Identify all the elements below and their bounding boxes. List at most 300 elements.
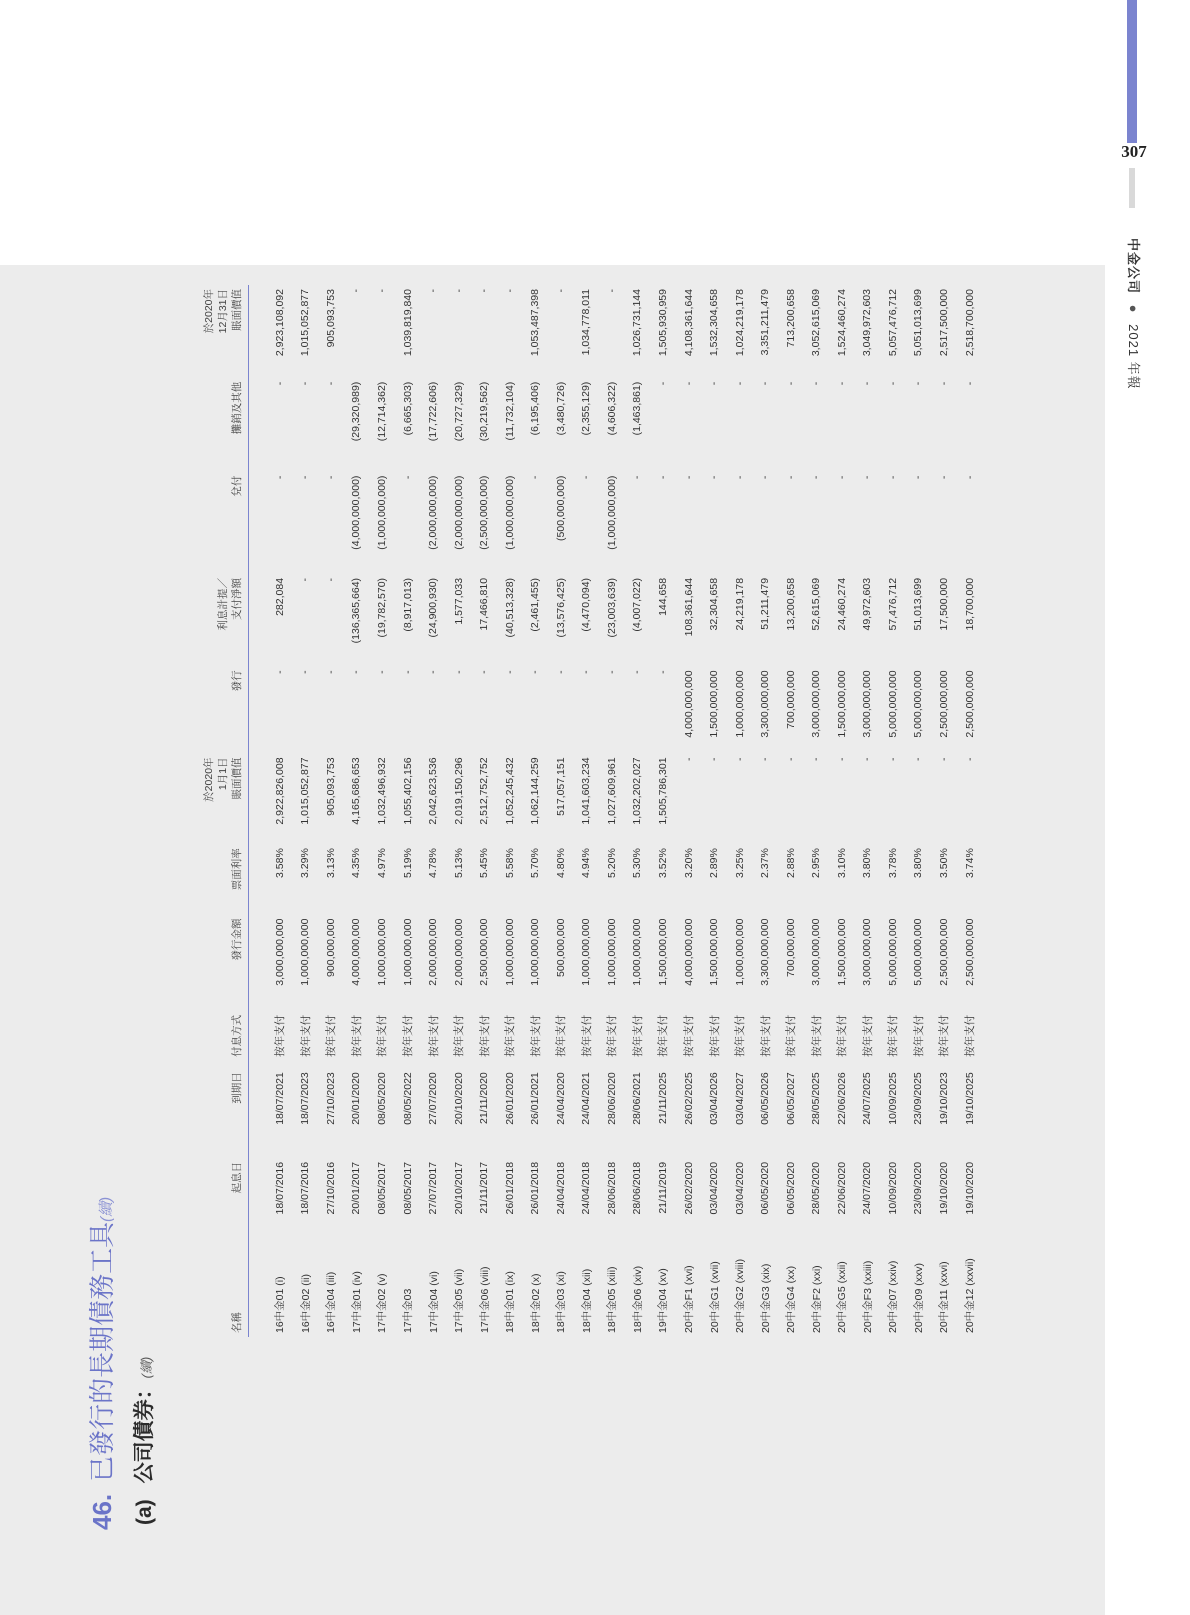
cell-amortisation: (3,480,726) — [554, 381, 567, 436]
table-row — [522, 285, 548, 1337]
table-row — [446, 285, 472, 1337]
header-interest-line2: 支付淨額 — [231, 577, 243, 620]
cell-interest: 17,500,000 — [937, 577, 950, 631]
cell-interest: - — [324, 577, 337, 582]
header-closing-line2: 12月31日 — [217, 289, 229, 334]
cell-start-date: 24/04/2018 — [554, 1161, 567, 1215]
cell-opening-balance: 4,165,686,653 — [350, 757, 363, 825]
cell-start-date: 21/11/2017 — [478, 1161, 491, 1214]
cell-start-date: 20/01/2017 — [350, 1161, 363, 1215]
cell-maturity: 18/07/2021 — [273, 1072, 286, 1125]
cell-coupon: 5.19% — [401, 848, 414, 878]
cell-repaid: - — [401, 475, 414, 480]
cell-issue-amount: 1,500,000,000 — [708, 918, 721, 986]
cell-payment: 按年支付 — [631, 1014, 644, 1057]
cell-opening-balance: - — [810, 757, 823, 761]
cell-amortisation: - — [273, 381, 286, 386]
cell-closing-balance: 2,517,500,000 — [937, 289, 950, 357]
cell-issue-amount: 2,500,000,000 — [478, 918, 491, 986]
cell-repaid: - — [835, 475, 848, 480]
cell-issue-amount: 1,500,000,000 — [656, 918, 669, 986]
table-row — [574, 285, 600, 1337]
cell-maturity: 24/04/2020 — [554, 1072, 567, 1125]
cell-payment: 按年支付 — [555, 1014, 568, 1057]
cell-interest: 32,304,658 — [708, 577, 721, 631]
cell-issued: 3,000,000,000 — [861, 670, 874, 738]
table-row — [369, 285, 395, 1337]
cell-coupon: 3.50% — [937, 848, 950, 878]
cell-coupon: 3.13% — [324, 848, 337, 878]
table-row — [803, 285, 829, 1337]
cell-payment: 按年支付 — [657, 1014, 670, 1057]
cell-opening-balance: - — [759, 757, 772, 761]
cell-repaid: - — [708, 475, 721, 480]
cell-coupon: 3.52% — [656, 848, 669, 878]
cell-issue-amount: 700,000,000 — [784, 918, 797, 977]
table-row — [880, 285, 906, 1337]
cell-name: 20中金G3 (xix) — [759, 1263, 772, 1333]
cell-amortisation: - — [708, 381, 721, 386]
cell-opening-balance: 2,019,150,296 — [452, 757, 465, 825]
cell-name: 17中金06 (viii) — [478, 1266, 491, 1333]
cell-opening-balance: - — [912, 757, 925, 761]
cell-payment: 按年支付 — [836, 1014, 849, 1057]
cell-issue-amount: 1,000,000,000 — [375, 918, 388, 986]
header-opening-line2: 1月1日 — [217, 757, 229, 791]
cell-coupon: 5.45% — [478, 848, 491, 878]
table-row — [906, 285, 932, 1337]
header-issued: 發行 — [202, 666, 249, 753]
cell-closing-balance: 1,034,778,011 — [580, 289, 593, 356]
section-heading: 已發行的長期債務工具 — [87, 1221, 117, 1482]
cell-coupon: 3.58% — [273, 848, 286, 878]
cell-coupon: 4.35% — [350, 848, 363, 878]
cell-name: 20中金G2 (xviii) — [734, 1258, 747, 1333]
cell-opening-balance: - — [861, 757, 874, 761]
cell-maturity: 27/10/2023 — [324, 1072, 337, 1125]
cell-name: 20中金F3 (xxiii) — [861, 1260, 874, 1333]
cell-issue-amount: 3,300,000,000 — [759, 918, 772, 986]
section-title — [82, 1197, 119, 1530]
section-continued: (續) — [98, 1196, 115, 1222]
table-row — [650, 285, 676, 1337]
cell-maturity: 20/10/2020 — [452, 1072, 465, 1125]
cell-start-date: 27/10/2016 — [324, 1161, 337, 1215]
table-row — [471, 285, 497, 1337]
header-name: 名稱 — [202, 1238, 249, 1337]
cell-closing-balance: 1,039,819,840 — [401, 289, 414, 357]
cell-start-date: 03/04/2020 — [733, 1161, 746, 1215]
table-header-row — [202, 285, 249, 1337]
cell-payment: 按年支付 — [427, 1014, 440, 1057]
report-name: 2021 年報 — [1126, 324, 1141, 390]
cell-name: 18中金03 (xi) — [555, 1271, 568, 1333]
cell-amortisation: (30,219,562) — [478, 381, 491, 442]
cell-coupon: 4.97% — [375, 848, 388, 878]
cell-closing-balance: - — [427, 289, 440, 293]
cell-name: 18中金02 (x) — [529, 1273, 542, 1333]
cell-amortisation: - — [656, 381, 669, 386]
cell-maturity: 06/05/2027 — [784, 1072, 797, 1125]
cell-issued: 2,500,000,000 — [963, 670, 976, 738]
cell-closing-balance: - — [375, 289, 388, 293]
cell-payment: 按年支付 — [606, 1014, 619, 1057]
header-amortisation: 攤銷及其他 — [202, 378, 249, 472]
cell-interest: 24,219,178 — [733, 577, 746, 631]
table-row — [778, 285, 804, 1337]
cell-issue-amount: 1,000,000,000 — [299, 918, 312, 986]
table-row — [548, 285, 574, 1337]
cell-issue-amount: 1,000,000,000 — [631, 918, 644, 986]
cell-issued: - — [529, 670, 542, 674]
cell-start-date: 26/01/2018 — [529, 1161, 542, 1215]
company-name: 中金公司 — [1126, 238, 1141, 295]
cell-coupon: 2.89% — [708, 848, 721, 878]
table-row — [701, 285, 727, 1337]
cell-issue-amount: 900,000,000 — [324, 918, 337, 977]
cell-coupon: 2.88% — [784, 848, 797, 878]
cell-coupon: 5.20% — [605, 848, 618, 878]
cell-repaid: - — [861, 475, 874, 480]
cell-start-date: 28/06/2018 — [605, 1161, 618, 1215]
cell-amortisation: (1,463,861) — [631, 381, 644, 436]
cell-maturity: 21/11/2025 — [656, 1072, 669, 1125]
subsection-continued: (續) — [139, 1356, 154, 1379]
cell-coupon: 5.70% — [529, 848, 542, 878]
cell-maturity: 19/10/2023 — [937, 1072, 950, 1125]
corporate-bonds-table — [202, 285, 982, 1337]
cell-name: 18中金04 (xii) — [580, 1268, 593, 1333]
cell-payment: 按年支付 — [529, 1014, 542, 1057]
cell-amortisation: (6,665,303) — [401, 381, 414, 436]
subsection-heading: 公司債券： — [133, 1378, 156, 1484]
cell-interest: 1,577,033 — [452, 577, 465, 625]
page-accent-bar — [1127, 0, 1137, 143]
header-repaid: 兌付 — [202, 472, 249, 574]
cell-maturity: 23/09/2025 — [912, 1072, 925, 1125]
cell-interest: (136,365,664) — [350, 577, 363, 644]
cell-start-date: 19/10/2020 — [963, 1161, 976, 1215]
cell-start-date: 24/04/2018 — [580, 1161, 593, 1215]
cell-amortisation: - — [937, 381, 950, 386]
cell-opening-balance: - — [963, 757, 976, 761]
cell-start-date: 23/09/2020 — [912, 1161, 925, 1215]
cell-payment: 按年支付 — [504, 1014, 517, 1057]
cell-start-date: 08/05/2017 — [375, 1161, 388, 1215]
cell-repaid: (2,000,000,000) — [452, 475, 465, 550]
separator-dot: ● — [1126, 304, 1141, 314]
cell-amortisation: (6,195,406) — [529, 381, 542, 436]
cell-maturity: 08/05/2022 — [401, 1072, 414, 1125]
cell-opening-balance: - — [733, 757, 746, 761]
cell-repaid: - — [733, 475, 746, 480]
cell-name: 20中金F2 (xxi) — [810, 1265, 823, 1333]
cell-repaid: (4,000,000,000) — [350, 475, 363, 550]
cell-issued: 2,500,000,000 — [937, 670, 950, 738]
cell-opening-balance: 2,042,623,536 — [427, 757, 440, 825]
cell-interest: 51,013,699 — [912, 577, 925, 631]
table-row — [931, 285, 957, 1337]
cell-issued: 700,000,000 — [784, 670, 797, 729]
cell-interest: (19,782,570) — [375, 577, 388, 638]
cell-repaid: - — [682, 475, 695, 480]
cell-coupon: 4.80% — [554, 848, 567, 878]
table-row — [420, 285, 446, 1337]
cell-maturity: 26/01/2021 — [529, 1072, 542, 1125]
cell-repaid: (1,000,000,000) — [503, 475, 516, 550]
cell-payment: 按年支付 — [478, 1014, 491, 1057]
cell-repaid: - — [912, 475, 925, 480]
cell-closing-balance: 713,200,658 — [784, 289, 797, 348]
cell-repaid: - — [324, 475, 337, 480]
cell-amortisation: - — [784, 381, 797, 386]
cell-coupon: 5.13% — [452, 848, 465, 878]
cell-closing-balance: 2,923,108,092 — [273, 289, 286, 357]
cell-repaid: - — [963, 475, 976, 480]
header-payment: 付息方式 — [202, 1003, 249, 1068]
header-closing-line1: 於2020年 — [203, 289, 215, 334]
cell-interest: 49,972,603 — [861, 577, 874, 631]
cell-name: 20中金11 (xxvi) — [938, 1261, 951, 1333]
cell-issue-amount: 2,500,000,000 — [963, 918, 976, 986]
cell-issue-amount: 500,000,000 — [554, 918, 567, 977]
cell-interest: (40,513,328) — [503, 577, 516, 638]
cell-issue-amount: 2,000,000,000 — [452, 918, 465, 986]
cell-amortisation: (29,320,989) — [350, 381, 363, 442]
cell-payment: 按年支付 — [708, 1014, 721, 1057]
cell-issue-amount: 1,000,000,000 — [401, 918, 414, 986]
cell-opening-balance: 517,057,151 — [554, 757, 567, 816]
cell-issue-amount: 4,000,000,000 — [682, 918, 695, 986]
cell-coupon: 2.95% — [810, 848, 823, 878]
cell-payment: 按年支付 — [376, 1014, 389, 1057]
cell-name: 17中金01 (iv) — [350, 1271, 363, 1333]
cell-closing-balance: 1,015,052,877 — [299, 289, 312, 357]
cell-coupon: 3.80% — [912, 848, 925, 878]
cell-name: 19中金04 (xv) — [657, 1268, 670, 1333]
cell-repaid: (2,000,000,000) — [427, 475, 440, 550]
cell-issue-amount: 1,000,000,000 — [529, 918, 542, 986]
cell-repaid: (1,000,000,000) — [375, 475, 388, 550]
cell-issued: - — [631, 670, 644, 674]
cell-amortisation: - — [912, 381, 925, 386]
cell-interest: 17,466,810 — [478, 577, 491, 631]
cell-issued: 1,000,000,000 — [733, 670, 746, 738]
cell-amortisation: - — [963, 381, 976, 386]
cell-maturity: 27/07/2020 — [427, 1072, 440, 1125]
cell-opening-balance: 1,505,786,301 — [656, 757, 669, 825]
cell-amortisation: - — [682, 381, 695, 386]
header-maturity: 到期日 — [202, 1068, 249, 1158]
cell-issued: - — [554, 670, 567, 674]
cell-payment: 按年支付 — [887, 1014, 900, 1057]
cell-closing-balance: 3,049,972,603 — [861, 289, 874, 357]
cell-issued: - — [273, 670, 286, 674]
cell-repaid: - — [759, 475, 772, 480]
cell-name: 16中金02 (ii) — [299, 1274, 312, 1333]
cell-issued: 1,500,000,000 — [835, 670, 848, 738]
cell-start-date: 03/04/2020 — [708, 1161, 721, 1215]
cell-amortisation: - — [861, 381, 874, 386]
cell-opening-balance: 1,041,603,234 — [580, 757, 593, 825]
table-row — [318, 285, 344, 1337]
subsection-title — [128, 1357, 158, 1525]
cell-interest: - — [299, 577, 312, 582]
cell-interest: (23,003,639) — [605, 577, 618, 638]
cell-amortisation: (2,355,129) — [580, 381, 593, 436]
cell-start-date: 26/02/2020 — [682, 1161, 695, 1215]
cell-maturity: 18/07/2023 — [299, 1072, 312, 1125]
cell-issued: - — [350, 670, 363, 674]
report-side-label — [1124, 238, 1144, 438]
cell-name: 20中金G1 (xvii) — [708, 1261, 721, 1333]
cell-start-date: 27/07/2017 — [427, 1161, 440, 1215]
cell-payment: 按年支付 — [964, 1014, 977, 1057]
cell-opening-balance: - — [937, 757, 950, 761]
cell-coupon: 3.80% — [861, 848, 874, 878]
header-issue-amount: 發行金額 — [202, 915, 249, 1004]
cell-interest: 52,615,069 — [810, 577, 823, 631]
cell-start-date: 18/07/2016 — [299, 1161, 312, 1215]
cell-closing-balance: 3,351,211,479 — [759, 289, 772, 356]
cell-coupon: 2.37% — [759, 848, 772, 878]
cell-opening-balance: 1,052,245,432 — [503, 757, 516, 825]
cell-closing-balance: 3,052,615,069 — [810, 289, 823, 357]
cell-issued: - — [299, 670, 312, 674]
cell-maturity: 08/05/2020 — [375, 1072, 388, 1125]
cell-start-date: 28/06/2018 — [631, 1161, 644, 1215]
cell-issued: - — [656, 670, 669, 674]
cell-start-date: 28/05/2020 — [810, 1161, 823, 1215]
cell-opening-balance: - — [784, 757, 797, 761]
cell-amortisation: (20,727,329) — [452, 381, 465, 442]
cell-name: 20中金12 (xxvii) — [964, 1258, 977, 1333]
cell-repaid: (1,000,000,000) — [605, 475, 618, 550]
header-start-date: 起息日 — [202, 1158, 249, 1238]
cell-closing-balance: - — [503, 289, 516, 293]
cell-amortisation: - — [733, 381, 746, 386]
table-row — [344, 285, 370, 1337]
cell-start-date: 08/05/2017 — [401, 1161, 414, 1215]
cell-interest: 57,476,712 — [886, 577, 899, 631]
cell-interest: (13,576,425) — [554, 577, 567, 638]
table-row — [395, 285, 421, 1337]
cell-issued: 5,000,000,000 — [912, 670, 925, 738]
cell-maturity: 24/07/2025 — [861, 1072, 874, 1125]
cell-repaid: - — [580, 475, 593, 480]
cell-coupon: 3.74% — [963, 848, 976, 878]
cell-payment: 按年支付 — [453, 1014, 466, 1057]
cell-repaid: (500,000,000) — [554, 475, 567, 541]
table-row — [727, 285, 753, 1337]
cell-maturity: 19/10/2025 — [963, 1072, 976, 1125]
cell-repaid: - — [529, 475, 542, 480]
cell-start-date: 20/10/2017 — [452, 1161, 465, 1215]
cell-maturity: 20/01/2020 — [350, 1072, 363, 1125]
cell-payment: 按年支付 — [938, 1014, 951, 1057]
cell-maturity: 28/06/2020 — [605, 1072, 618, 1125]
cell-interest: 108,361,644 — [682, 577, 695, 637]
cell-issue-amount: 3,000,000,000 — [273, 918, 286, 986]
cell-opening-balance: 1,032,202,027 — [631, 757, 644, 825]
cell-opening-balance: 2,512,752,752 — [478, 757, 491, 825]
cell-issue-amount: 1,000,000,000 — [580, 918, 593, 986]
cell-issue-amount: 3,000,000,000 — [861, 918, 874, 986]
cell-interest: 24,460,274 — [835, 577, 848, 631]
cell-repaid: - — [784, 475, 797, 480]
cell-amortisation: (17,722,606) — [427, 381, 440, 442]
cell-coupon: 3.10% — [835, 848, 848, 878]
table-body — [249, 285, 983, 1337]
cell-opening-balance: 1,027,609,961 — [605, 757, 618, 825]
cell-issue-amount: 1,500,000,000 — [835, 918, 848, 986]
cell-issued: - — [401, 670, 414, 674]
cell-repaid: - — [937, 475, 950, 480]
table-row — [293, 285, 319, 1337]
cell-closing-balance: 2,518,700,000 — [963, 289, 976, 357]
cell-issue-amount: 4,000,000,000 — [350, 918, 363, 986]
cell-closing-balance: - — [452, 289, 465, 293]
table-row — [752, 285, 778, 1337]
cell-interest: (2,461,455) — [529, 577, 542, 632]
cell-issued: 1,500,000,000 — [708, 670, 721, 738]
cell-name: 17中金03 — [402, 1288, 414, 1333]
cell-issued: 3,000,000,000 — [810, 670, 823, 738]
cell-name: 17中金04 (vi) — [427, 1271, 440, 1333]
cell-opening-balance: 1,015,052,877 — [299, 757, 312, 825]
cell-name: 16中金04 (iii) — [325, 1271, 338, 1333]
cell-name: 20中金09 (xxv) — [912, 1262, 925, 1333]
cell-start-date: 06/05/2020 — [784, 1161, 797, 1215]
cell-amortisation: (11,732,104) — [503, 381, 516, 441]
table-row — [676, 285, 702, 1337]
cell-start-date: 24/07/2020 — [861, 1161, 874, 1215]
cell-maturity: 26/01/2020 — [503, 1072, 516, 1125]
cell-interest: (8,917,013) — [401, 577, 414, 632]
cell-amortisation: (4,606,322) — [605, 381, 618, 436]
cell-payment: 按年支付 — [274, 1014, 287, 1057]
cell-interest: (4,007,022) — [631, 577, 644, 632]
table-row — [497, 285, 523, 1337]
subsection-label: (a) — [133, 1499, 156, 1525]
cell-closing-balance: 5,051,013,699 — [912, 289, 925, 357]
cell-interest: (24,900,930) — [427, 577, 440, 638]
cell-issued: - — [580, 670, 593, 674]
cell-name: 20中金07 (xxiv) — [887, 1260, 900, 1333]
table-row — [249, 285, 293, 1337]
cell-opening-balance: 905,093,753 — [324, 757, 337, 816]
table-row — [829, 285, 855, 1337]
section-number: 46. — [87, 1493, 117, 1530]
cell-issued: - — [605, 670, 618, 674]
cell-repaid: - — [886, 475, 899, 480]
cell-payment: 按年支付 — [785, 1014, 798, 1057]
cell-coupon: 4.94% — [580, 848, 593, 878]
cell-payment: 按年支付 — [683, 1014, 696, 1057]
table-row — [855, 285, 881, 1337]
cell-issued: - — [375, 670, 388, 674]
cell-start-date: 22/06/2020 — [835, 1161, 848, 1215]
cell-payment: 按年支付 — [325, 1014, 338, 1057]
cell-opening-balance: - — [835, 757, 848, 761]
cell-issued: 3,300,000,000 — [759, 670, 772, 738]
cell-amortisation: - — [324, 381, 337, 386]
cell-opening-balance: 1,055,402,156 — [401, 757, 414, 825]
cell-issued: 5,000,000,000 — [886, 670, 899, 738]
header-opening-balance — [202, 753, 249, 844]
cell-issue-amount: 1,000,000,000 — [733, 918, 746, 986]
header-interest-line1: 利息計提／ — [217, 577, 229, 631]
